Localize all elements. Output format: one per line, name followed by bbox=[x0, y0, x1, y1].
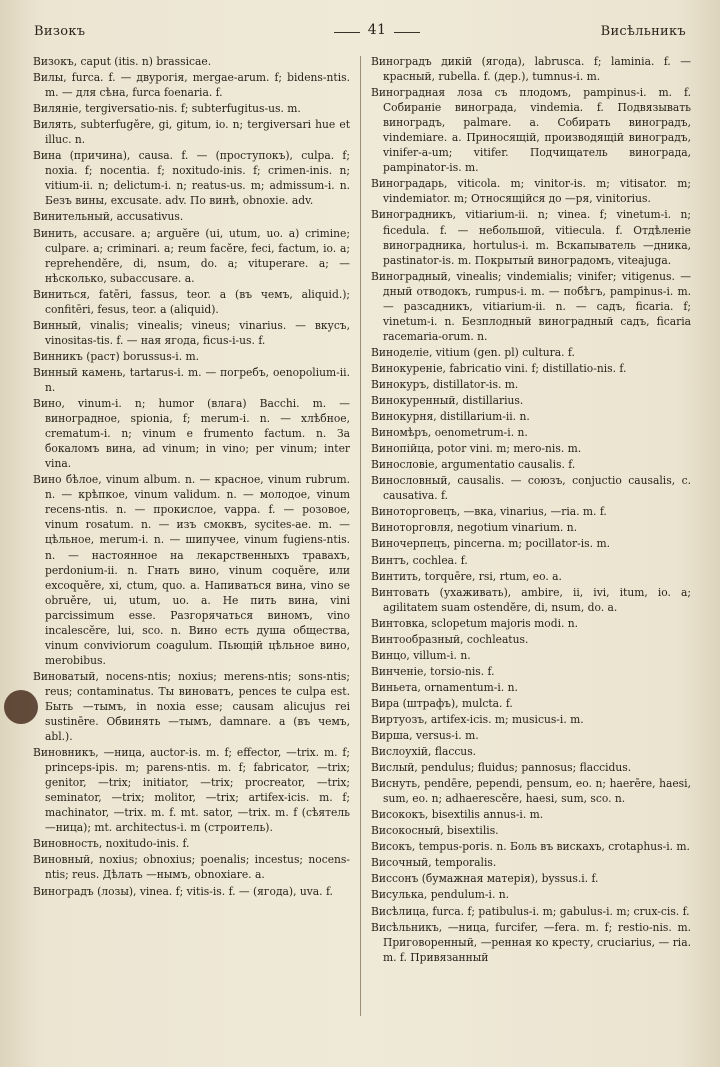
dictionary-entry: Винтообразный, cochleatus. bbox=[371, 632, 529, 646]
dictionary-entry: Винокуреніе, fabricatio vini. f; distillatio-nis. f. bbox=[371, 361, 627, 375]
dictionary-entry: Винопійца, potor vini. m; mero-nis. m. bbox=[371, 442, 582, 456]
dictionary-entry: Вислый, pendulus; fluidus; pannosus; flaccidus. bbox=[371, 761, 632, 775]
dictionary-entry: Винтить, torquēre, rsi, rtum, eo. a. bbox=[371, 569, 562, 583]
dictionary-entry: Виссонъ (бумажная матерія), byssus.i. f. bbox=[371, 872, 599, 886]
left-column bbox=[33, 54, 350, 1023]
dictionary-entry: Виноградный, vinealis; vindemialis; vinifer; vitigenus. —дный отводокъ, rumpus-i. m. — побѣгъ, pampinus-i. m. — разсадникъ, vitiarium-ii. n. — садъ, ficaria. f; vinetum-i. n. Безплодный виноградный садъ, ficaria racemaria-orum. n. bbox=[371, 269, 691, 343]
dictionary-entry: Виноградная лоза съ плодомъ, pampinus-i. m. f. Собираніе винограда, vindemia. f. Подвязывать виноградъ, palmare. a. Собирать виноградъ, vindemiare. a. Приносящій, производящій виноградъ, vinifer-a-um; vitifer. Подчищатель винограда, pampinator-is. m. bbox=[371, 86, 691, 175]
dictionary-entry: Виномѣръ, oenometrum-i. n. bbox=[371, 426, 528, 440]
dictionary-entry: Вирша, versus-i. m. bbox=[371, 729, 479, 743]
dictionary-entry: Винословный, causalis. — союзъ, conjuctio causalis, c. causativa. f. bbox=[371, 474, 691, 503]
dictionary-entry: Виноторговля, negotium vinarium. n. bbox=[371, 521, 578, 535]
dictionary-entry: Виновный, noxius; obnoxius; poenalis; incestus; nocens-ntis; reus. Дѣлать —нымъ, obnoxiare. a. bbox=[33, 853, 350, 882]
dictionary-entry: Виноградъ (лозы), vinea. f; vitis-is. f. — (ягода), uva. f. bbox=[33, 884, 333, 898]
dictionary-entry: Винченіе, torsio-nis. f. bbox=[371, 664, 495, 678]
dictionary-entry: Винокурня, distillarium-ii. n. bbox=[371, 410, 530, 424]
dictionary-entry: Високъ, tempus-poris. n. Боль въ вискахъ, crotaphus-i. m. bbox=[371, 840, 690, 854]
dictionary-entry: Винникъ (раст) borussus-i. m. bbox=[33, 349, 200, 363]
dictionary-entry: Визокъ, caput (itis. n) brassicae. bbox=[33, 55, 212, 68]
dictionary-entry: Виноторговецъ, —вка, vinarius, —ria. m. f. bbox=[371, 505, 607, 519]
dictionary-entry: Вина (причина), causa. f. — (проступокъ), culpa. f; noxia. f; nocentia. f; noxitudo-inis. f; crimen-inis. n; vitium-ii. n; delictum-i. n; reatus-us. m; admissum-i. n. Безъ вины, excusate. adv. По винѣ, obnoxie. adv. bbox=[33, 149, 350, 208]
dictionary-entry: Виноватый, nocens-ntis; noxius; merens-ntis; sons-ntis; reus; contaminatus. Ты виноватъ, pences te culpa est. Быть —тымъ, in noxia esse; causam alicujus rei sustinēre. Обвинять —тымъ, damnare. a (въ чемъ, abl.). bbox=[33, 669, 350, 744]
dictionary-entry: Вислоухій, flaccus. bbox=[371, 745, 477, 759]
dictionary-entry: Виновность, noxitudo-inis. f. bbox=[33, 837, 190, 851]
dictionary-entry: Винцо, villum-i. n. bbox=[371, 648, 471, 662]
dictionary-entry: Вира (штрафъ), mulcta. f. bbox=[371, 696, 513, 710]
dictionary-entry: Виноградъ дикій (ягода), labrusca. f; laminia. f. — красный, rubella. f. (дер.), tumnus-i. m. bbox=[371, 55, 691, 84]
dictionary-entry: Винный, vinalis; vinealis; vineus; vinarius. — вкусъ, vinositas-tis. f. — ная ягода, ficus-i-us. f. bbox=[33, 318, 350, 347]
dictionary-entry: Винительный, accusativus. bbox=[33, 210, 184, 224]
dictionary-entry: Винтовка, sclopetum majoris modi. n. bbox=[371, 616, 579, 630]
header-left-word: Визокъ bbox=[34, 24, 86, 39]
dictionary-entry: Вилять, subterfugĕre, gi, gitum, io. n; tergiversari hue et illuc. n. bbox=[33, 118, 350, 147]
dictionary-entry: Висококъ, bisextilis annus-i. m. bbox=[371, 808, 544, 822]
dictionary-entry: Високосный, bisextilis. bbox=[371, 824, 499, 838]
dictionary-entry: Висѣлица, furca. f; patibulus-i. m; gabulus-i. m; crux-cis. f. bbox=[371, 904, 690, 918]
header-right-word: Висѣльникъ bbox=[600, 24, 686, 39]
column-divider bbox=[360, 56, 361, 1016]
dictionary-entry: Винокуренный, distillarius. bbox=[371, 394, 524, 408]
dictionary-entry: Височный, temporalis. bbox=[371, 856, 497, 870]
dictionary-entry: Виляніе, tergiversatio-nis. f; subterfugitus-us. m. bbox=[33, 102, 301, 116]
dictionary-entry: Винокуръ, distillator-is. m. bbox=[371, 377, 519, 391]
dictionary-entry: Винный камень, tartarus-i. m. — погребъ, oenopolium-ii. n. bbox=[33, 365, 350, 394]
right-column bbox=[371, 54, 691, 1023]
dictionary-entry: Винтовать (ухаживать), ambire, ii, ivi, itum, io. a; agilitatem suam ostendĕre, di, nsum, do. a. bbox=[371, 585, 691, 614]
dictionary-entry: Вино, vinum-i. n; humor (влага) Bacchi. m. — виноградное, spionia, f; merum-i. n. — хлѣбное, crematum-i. n; vinum e frumento factum. n. За бокаломъ вина, ad vinum; in vino; per vinum; inter vina. bbox=[33, 397, 350, 471]
dictionary-entry: Виснуть, pendēre, pependi, pensum, eo. n; haerēre, haesi, sum, eo. n; adhaerescĕre, haesi, sum, sco. n. bbox=[371, 777, 691, 806]
dictionary-entry: Виньета, ornamentum-i. n. bbox=[371, 680, 518, 694]
dictionary-entry: Висулька, pendulum-i. n. bbox=[371, 888, 510, 902]
dictionary-entry: Вино бѣлое, vinum album. n. — красное, vinum rubrum. n. — крѣпкое, vinum validum. n. — молодое, vinum recens-ntis. n. — прокислое, vappa. f. — розовое, vinum rosatum. n. — изъ смоквъ, sycites-ae. m. — цѣльное, merum-i. n. — шипучее, vinum fugiens-ntis. n. — настоянное на лекарственныхъ травахъ, perdonium-ii. n. Гнать вино, vinum coquĕre, или excoquĕre, xi, ctum, quo. a. Напиваться вина, vino se obruĕre, ui, utum, uo. a. Не пить вина, vini parcissimum esse. Разгорячаться виномъ, vino incalescĕre, lui, sco. n. Вино есть душа общества, vinum conviviorum coagulum. Пьющій цѣльное вино, merobibus. bbox=[33, 473, 350, 667]
dictionary-entry: Виноградарь, viticola. m; vinitor-is. m; vitisator. m; vindemiator. m; Относящійся до —ря, vinitorius. bbox=[371, 177, 691, 206]
page-header bbox=[30, 20, 696, 44]
dictionary-entry: Виниться, fatēri, fassus, teor. a (въ чемъ, aliquid.); confitēri, fesus, teor. a (aliquid). bbox=[33, 287, 350, 316]
ink-stain bbox=[4, 690, 38, 724]
dictionary-entry: Виновникъ, —ница, auctor-is. m. f; effector, —trix. m. f; princeps-ipis. m; parens-ntis. m. f; fabricator, —trix; genitor, —trix; initiator, —trix; procreator, —trix; seminator, —trix; molitor, —trix; artifex-icis. m. f; machinator, —trix. m. f. mt. sator, —trix. m. f (сѣятель —ница); mt. architectus-i. m (строитель). bbox=[33, 746, 350, 835]
dictionary-entry: Винить, accusare. a; arguĕre (ui, utum, uo. a) crimine; culpare. a; criminari. a; reum facĕre, feci, factum, io. a; reprehendĕre, di, nsum, do. a; vituperare. a; — нѣсколько, subaccusare. a. bbox=[33, 226, 350, 285]
dictionary-entry: Вилы, furca. f. — двурогія, mergae-arum. f; bidens-ntis. m. — для сѣна, furca foenaria. f. bbox=[33, 71, 350, 100]
dictionary-entry: Виноделіе, vitium (gen. pl) cultura. f. bbox=[371, 345, 575, 359]
page-number: 41 bbox=[322, 22, 432, 38]
dictionary-entry: Висѣльникъ, —ница, furcifer, —fera. m. f; restio-nis. m. Приговоренный, —ренная ко кресту, cruciarius, — ria. m. f. Привязанный bbox=[371, 920, 691, 964]
dictionary-entry: Винословіе, argumentatio causalis. f. bbox=[371, 458, 576, 472]
dictionary-entry: Винтъ, cochlea. f. bbox=[371, 553, 468, 567]
dictionary-entry: Виртуозъ, artifex-icis. m; musicus-i. m. bbox=[371, 712, 584, 726]
dictionary-entry: Виноградникъ, vitiarium-ii. n; vinea. f; vinetum-i. n; ficedula. f. — небольшой, vitiecula. f. Отдѣленіе виноградника, hortulus-i. m. Вскапыватель —дника, pastinator-is. m. Покрытый виноградомъ, viteajuga. bbox=[371, 208, 691, 267]
dictionary-entry: Виночерпецъ, pincerna. m; pocillator-is. m. bbox=[371, 537, 610, 551]
